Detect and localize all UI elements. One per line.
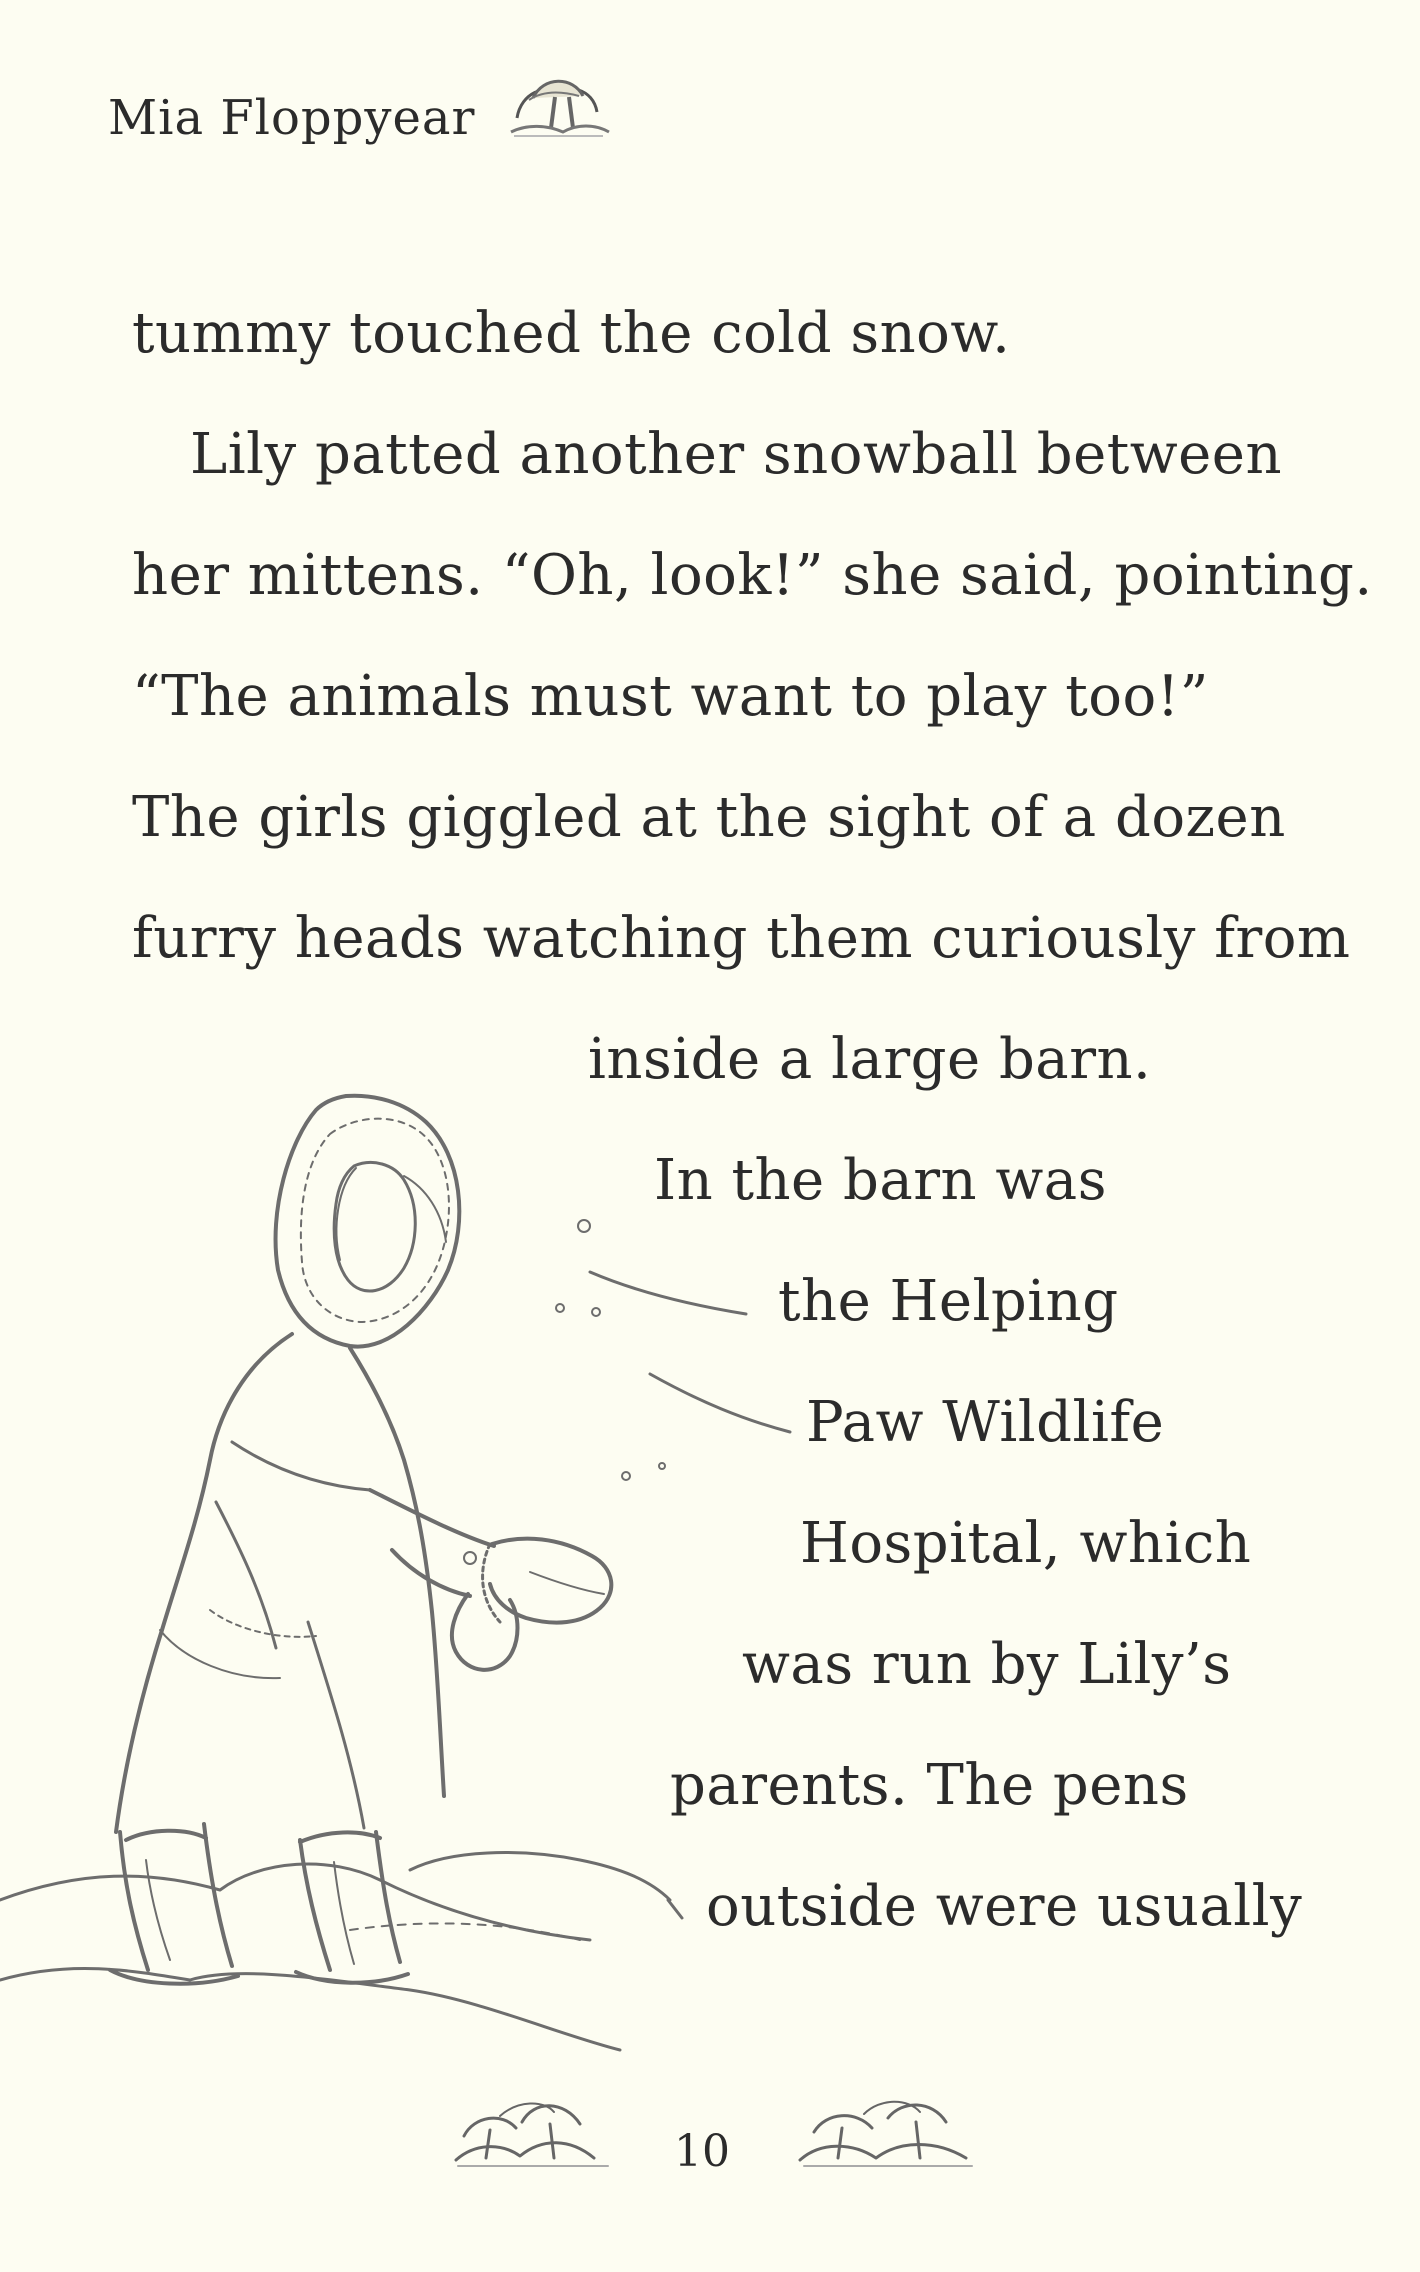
body-line: In the barn was xyxy=(654,1148,1107,1213)
body-line: Hospital, which xyxy=(800,1511,1252,1576)
body-line: The girls giggled at the sight of a dozen xyxy=(132,785,1286,850)
body-line: outside were usually xyxy=(706,1874,1303,1939)
girl-in-parka-illustration-icon xyxy=(0,990,820,2110)
author-name: Mia Floppyear xyxy=(108,90,476,146)
body-line: furry heads watching them curiously from xyxy=(132,906,1351,971)
body-line: was run by Lily’s xyxy=(742,1632,1232,1697)
body-line: parents. The pens xyxy=(670,1753,1189,1818)
page-footer xyxy=(0,2070,1420,2200)
body-line: Paw Wildlife xyxy=(806,1390,1165,1455)
mushroom-icon xyxy=(499,66,615,146)
running-head xyxy=(108,66,615,146)
body-line: Lily patted another snowball between xyxy=(190,422,1283,487)
body-line: tummy touched the cold snow. xyxy=(132,301,1011,366)
body-line: “The animals must want to play too!” xyxy=(132,664,1209,729)
mushroom-cluster-icon xyxy=(790,2088,980,2178)
body-line: her mittens. “Oh, look!” she said, pointing. xyxy=(132,543,1373,608)
mushroom-cluster-icon xyxy=(448,2088,618,2178)
body-line: inside a large barn. xyxy=(588,1027,1152,1092)
page-number: 10 xyxy=(674,2126,730,2177)
body-line: the Helping xyxy=(778,1269,1119,1334)
